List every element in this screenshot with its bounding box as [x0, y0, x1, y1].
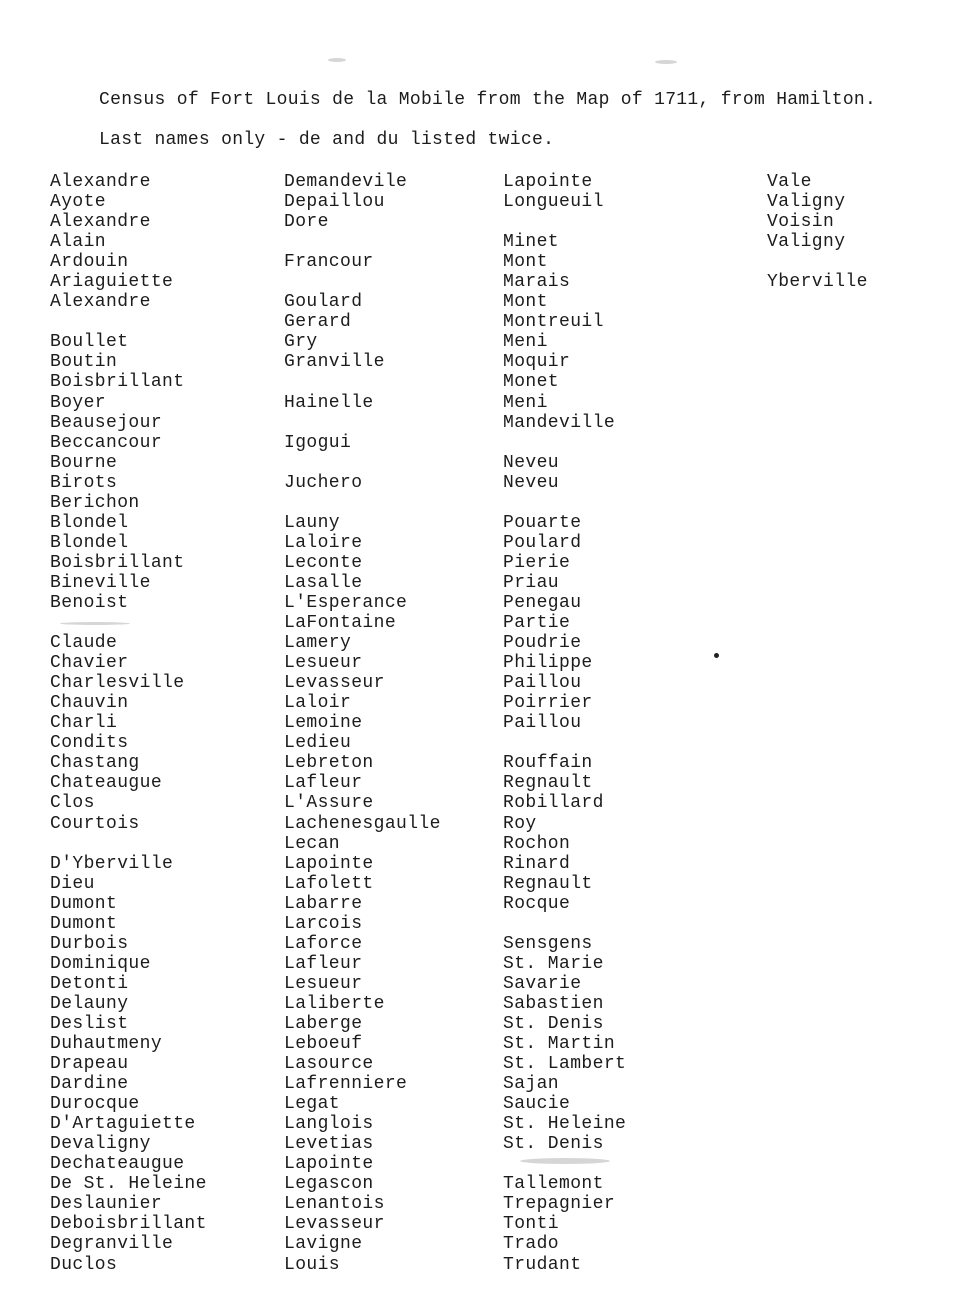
name-entry: Gerard — [284, 312, 352, 333]
name-entry: Minet — [503, 232, 560, 253]
blank-line — [503, 493, 626, 513]
name-entry: Deslist — [50, 1013, 129, 1034]
name-entry: Rouffain — [503, 753, 593, 774]
name-entry: St. Denis — [503, 1013, 604, 1034]
name-entry: Leboeuf — [284, 1034, 363, 1055]
name-entry: Claude — [50, 633, 118, 654]
name-entry: Neveu — [503, 472, 560, 493]
name-entry: Granville — [284, 352, 385, 373]
name-entry: Delauny — [50, 993, 129, 1014]
name-entry: Rocque — [503, 893, 571, 914]
name-entry: Duclos — [50, 1254, 118, 1275]
document-title: Census of Fort Louis de la Mobile from the Map of 1711, from Hamilton. — [99, 90, 877, 110]
name-entry: Saucie — [503, 1094, 571, 1115]
name-entry: Lasource — [284, 1054, 374, 1075]
name-entry: Laforce — [284, 933, 363, 954]
name-entry: Laloire — [284, 532, 363, 553]
name-entry: Pouarte — [503, 512, 582, 533]
name-entry: Dechateaugue — [50, 1154, 185, 1175]
name-entry: Beausejour — [50, 412, 163, 433]
ink-dot — [714, 653, 719, 658]
name-entry: Alexandre — [50, 292, 151, 313]
name-entry: Bourne — [50, 452, 118, 473]
blank-line — [767, 252, 868, 272]
blank-line — [503, 212, 626, 232]
name-entry: Lafleur — [284, 773, 363, 794]
name-entry: Alexandre — [50, 172, 151, 192]
name-entry: Chauvin — [50, 693, 129, 714]
blank-line — [503, 914, 626, 934]
name-column-4 — [767, 172, 868, 292]
name-entry: Gry — [284, 332, 318, 353]
name-entry: Lapointe — [503, 172, 593, 192]
name-entry: Laberge — [284, 1013, 363, 1034]
name-entry: Poirrier — [503, 693, 593, 714]
blank-line — [503, 733, 626, 753]
name-entry: Mont — [503, 252, 548, 273]
name-entry: De St. Heleine — [50, 1174, 207, 1195]
name-entry: Philippe — [503, 653, 593, 674]
blank-line — [284, 453, 441, 473]
name-entry: Berichon — [50, 492, 140, 513]
name-entry: Deboisbrillant — [50, 1214, 207, 1235]
name-entry: Francour — [284, 252, 374, 273]
name-entry: Tonti — [503, 1214, 560, 1235]
name-column-2 — [284, 172, 441, 1275]
name-entry: Bineville — [50, 572, 151, 593]
name-entry: Pierie — [503, 552, 571, 573]
name-entry: Rinard — [503, 853, 571, 874]
name-entry: Dore — [284, 212, 329, 233]
name-entry: Benoist — [50, 592, 129, 613]
name-entry: Tallemont — [503, 1174, 604, 1195]
name-entry: Boisbrillant — [50, 372, 185, 393]
name-entry: Ledieu — [284, 733, 352, 754]
name-entry: Lesueur — [284, 653, 363, 674]
name-entry: Depaillou — [284, 192, 385, 213]
name-column-1 — [50, 172, 207, 1275]
name-entry: Courtois — [50, 813, 140, 834]
name-entry: Demandevile — [284, 172, 408, 192]
name-entry: Blondel — [50, 512, 129, 533]
name-entry: Savarie — [503, 973, 582, 994]
name-entry: Lasalle — [284, 572, 363, 593]
name-entry: Detonti — [50, 973, 129, 994]
name-entry: Lapointe — [284, 853, 374, 874]
name-entry: Langlois — [284, 1114, 374, 1135]
name-entry: Chastang — [50, 753, 140, 774]
name-entry: Deslaunier — [50, 1194, 163, 1215]
name-entry: Sabastien — [503, 993, 604, 1014]
name-entry: Sajan — [503, 1074, 560, 1095]
name-entry: Marais — [503, 272, 571, 293]
name-entry: Yberville — [767, 272, 868, 293]
name-entry: Ariaguiette — [50, 272, 174, 293]
name-entry: Longueuil — [503, 192, 604, 213]
name-entry: Labarre — [284, 893, 363, 914]
name-entry: Drapeau — [50, 1054, 129, 1075]
name-entry: Dumont — [50, 893, 118, 914]
name-entry: Laliberte — [284, 993, 385, 1014]
name-entry: Lafolett — [284, 873, 374, 894]
name-entry: Mont — [503, 292, 548, 313]
name-entry: Regnault — [503, 773, 593, 794]
name-entry: Ayote — [50, 192, 107, 213]
name-entry: Launy — [284, 512, 341, 533]
name-entry: D'Yberville — [50, 853, 174, 874]
name-entry: Meni — [503, 392, 548, 413]
name-entry: Devaligny — [50, 1134, 151, 1155]
name-entry: St. Martin — [503, 1034, 616, 1055]
name-entry: Juchero — [284, 472, 363, 493]
name-entry: Dardine — [50, 1074, 129, 1095]
name-entry: Lapointe — [284, 1154, 374, 1175]
name-entry: St. Denis — [503, 1134, 604, 1155]
name-entry: Boullet — [50, 332, 129, 353]
name-entry: Paillou — [503, 713, 582, 734]
name-entry: Dominique — [50, 953, 151, 974]
name-entry: Beccancour — [50, 432, 163, 453]
name-entry: Penegau — [503, 592, 582, 613]
name-entry: Vale — [767, 172, 812, 192]
scan-smudge — [60, 622, 130, 625]
blank-line — [50, 834, 207, 854]
name-entry: Poulard — [503, 532, 582, 553]
name-entry: Paillou — [503, 673, 582, 694]
name-entry: Chavier — [50, 653, 129, 674]
name-entry: Trudant — [503, 1254, 582, 1275]
name-entry: Birots — [50, 472, 118, 493]
name-entry: Dieu — [50, 873, 95, 894]
name-entry: Igogui — [284, 432, 352, 453]
name-entry: Levasseur — [284, 1214, 385, 1235]
name-entry: Robillard — [503, 793, 604, 814]
name-entry: Alain — [50, 232, 107, 253]
name-entry: Trado — [503, 1234, 560, 1255]
scan-smudge — [328, 58, 346, 62]
name-entry: Ardouin — [50, 252, 129, 273]
name-entry: Roy — [503, 813, 537, 834]
name-entry: Boyer — [50, 392, 107, 413]
name-entry: Meni — [503, 332, 548, 353]
name-entry: Lenantois — [284, 1194, 385, 1215]
name-entry: Legat — [284, 1094, 341, 1115]
name-entry: L'Esperance — [284, 592, 408, 613]
name-entry: Priau — [503, 572, 560, 593]
name-entry: Larcois — [284, 913, 363, 934]
name-entry: Boutin — [50, 352, 118, 373]
name-entry: Sensgens — [503, 933, 593, 954]
name-entry: Goulard — [284, 292, 363, 313]
name-entry: Voisin — [767, 212, 835, 233]
name-entry: Montreuil — [503, 312, 604, 333]
name-entry: Durbois — [50, 933, 129, 954]
name-entry: St. Marie — [503, 953, 604, 974]
name-entry: Lafrenniere — [284, 1074, 408, 1095]
name-entry: St. Lambert — [503, 1054, 627, 1075]
name-entry: Moquir — [503, 352, 571, 373]
blank-line — [50, 312, 207, 332]
name-entry: Charli — [50, 713, 118, 734]
name-entry: D'Artaguiette — [50, 1114, 196, 1135]
name-entry: Louis — [284, 1254, 341, 1275]
name-entry: Lemoine — [284, 713, 363, 734]
blank-line — [284, 372, 441, 392]
name-entry: Chateaugue — [50, 773, 163, 794]
name-entry: Lachenesgaulle — [284, 813, 441, 834]
name-entry: Levetias — [284, 1134, 374, 1155]
name-entry: Lecan — [284, 833, 341, 854]
name-entry: Lamery — [284, 633, 352, 654]
name-entry: Neveu — [503, 452, 560, 473]
name-entry: Durocque — [50, 1094, 140, 1115]
name-entry: Charlesville — [50, 673, 185, 694]
name-entry: Rochon — [503, 833, 571, 854]
name-entry: LaFontaine — [284, 613, 397, 634]
name-entry: Lafleur — [284, 953, 363, 974]
name-entry: Blondel — [50, 532, 129, 553]
name-entry: Poudrie — [503, 633, 582, 654]
name-entry: Degranville — [50, 1234, 174, 1255]
scan-smudge — [655, 60, 677, 64]
name-entry: Leconte — [284, 552, 363, 573]
name-column-3 — [503, 172, 626, 1275]
name-entry: Valigny — [767, 192, 846, 213]
name-entry: Valigny — [767, 232, 846, 253]
name-entry: Clos — [50, 793, 95, 814]
name-entry: Partie — [503, 613, 571, 634]
name-entry: Monet — [503, 372, 560, 393]
blank-line — [503, 433, 626, 453]
name-entry: Trepagnier — [503, 1194, 616, 1215]
name-entry: Lesueur — [284, 973, 363, 994]
scan-smudge — [520, 1158, 610, 1164]
blank-line — [284, 232, 441, 252]
name-entry: St. Heleine — [503, 1114, 627, 1135]
blank-line — [284, 493, 441, 513]
name-entry: Duhautmeny — [50, 1034, 163, 1055]
document-subtitle: Last names only - de and du listed twice. — [99, 130, 555, 150]
name-entry: Hainelle — [284, 392, 374, 413]
blank-line — [284, 413, 441, 433]
name-entry: L'Assure — [284, 793, 374, 814]
name-entry: Laloir — [284, 693, 352, 714]
name-entry: Legascon — [284, 1174, 374, 1195]
name-entry: Regnault — [503, 873, 593, 894]
name-entry: Lavigne — [284, 1234, 363, 1255]
name-entry: Dumont — [50, 913, 118, 934]
name-entry: Mandeville — [503, 412, 616, 433]
name-entry: Lebreton — [284, 753, 374, 774]
name-entry: Alexandre — [50, 212, 151, 233]
name-entry: Levasseur — [284, 673, 385, 694]
name-entry: Condits — [50, 733, 129, 754]
blank-line — [284, 272, 441, 292]
name-entry: Boisbrillant — [50, 552, 185, 573]
